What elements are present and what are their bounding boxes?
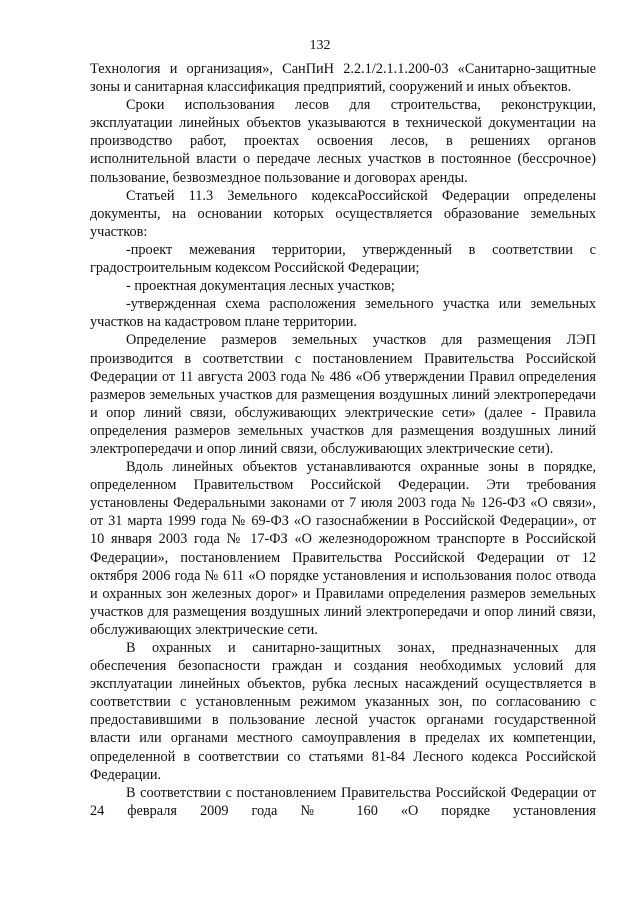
- list-item: - проектная документация лесных участков;: [126, 278, 395, 295]
- document-body: [90, 60, 596, 820]
- paragraph: В охранных и санитарно-защитных зонах, предназначенных для обеспечения безопасности граждан и создания необходимых условий для эксплуатации линейных объектов, рубка лесных насаждений осуществляется в соответствии с установленным режимом указанных зон, по согласованию с предоставившими в пользование лесной участок органами государственной власти или органами местного самоуправления в пределах их компетенции, определенной в соответствии со статьями 81-84 Лесного кодекса Российской Федерации.: [90, 640, 596, 783]
- page-number: 132: [309, 38, 331, 53]
- list-item: -проект межевания территории, утвержденный в соответствии с градостроительным кодексом Российской Федерации;: [90, 241, 596, 277]
- paragraph: Статьей 11.3 Земельного кодексаРоссийской Федерации определены документы, на основании которых осуществляется образование земельных участков:: [90, 187, 596, 240]
- list-item: -утвержденная схема расположения земельного участка или земельных участков на кадастровом плане территории.: [90, 296, 596, 331]
- paragraph: Технология и организация», СанПиН 2.2.1/2.1.1.200-03 «Санитарно-защитные зоны и санитарная классификация предприятий, сооружений и иных объектов.: [90, 61, 596, 96]
- paragraph: Определение размеров земельных участков для размещения ЛЭП производится в соответствии с постановлением Правительства Российской Федерации от 11 августа 2003 года № 486 «Об утверждении Правил определения размеров земельных участков для размещения воздушных линий электропередачи и опор линий связи, обслуживающих электрические сети» (далее - Правила определения размеров земельных участков для размещения воздушных линий электропередачи и опор линий связи, обслуживающих электрические сети).: [90, 332, 596, 457]
- paragraph: В соответствии с постановлением Правительства Российской Федерации от 24 февраля 2009 года № 160 «О порядке установления: [90, 784, 596, 819]
- paragraph: Сроки использования лесов для строительства, реконструкции, эксплуатации линейных объектов указываются в технической документации на производство работ, проектах освоения лесов, в решениях органов исполнительной власти о передаче лесных участков в постоянное (бессрочное) пользование, безвозмездное пользование и договорах аренды.: [90, 97, 596, 186]
- paragraph: Вдоль линейных объектов устанавливаются охранные зоны в порядке, определенном Правительством Российской Федерации. Эти требования установлены Федеральными законами от 7 июля 2003 года № 126-ФЗ «О связи», от 31 марта 1999 года № 69-ФЗ «О газоснабжении в Российской Федерации», от 10 января 2003 года № 17-ФЗ «О железнодорожном транспорте в Российской Федерации», постановлением Правительства Российской Федерации от 12 октября 2006 года № 611 «О порядке установления и использования полос отвода и охранных зон железных дорог» и Правилами определения размеров земельных участков для размещения воздушных линий электропередачи и опор линий связи, обслуживающих электрические сети.: [90, 459, 596, 638]
